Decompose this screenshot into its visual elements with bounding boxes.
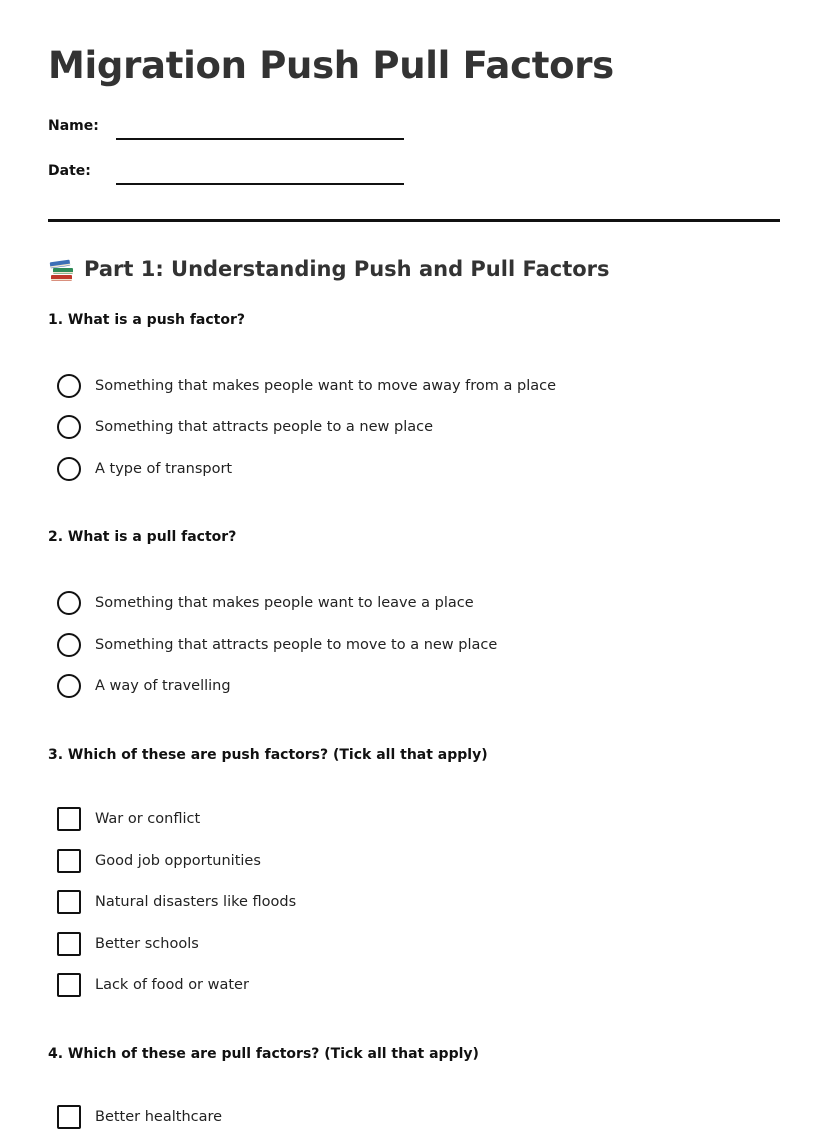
option-label: Better healthcare [95,1109,223,1125]
option-label: War or conflict [95,811,201,827]
option-label: Something that makes people want to move away from a place [95,378,556,394]
question-3: 3. Which of these are push factors? (Tick all that apply) [48,747,488,763]
radio-button[interactable] [57,591,81,615]
q4-option-1[interactable] [57,1104,222,1130]
radio-button[interactable] [57,374,81,398]
q2-option-3[interactable] [57,673,231,699]
option-label: Better schools [95,936,199,952]
option-label: Lack of food or water [95,977,249,993]
q1-option-1[interactable] [57,373,556,399]
radio-button[interactable] [57,633,81,657]
q3-option-2[interactable] [57,848,261,874]
option-label: Natural disasters like floods [95,894,297,910]
checkbox[interactable] [57,849,81,873]
q3-option-5[interactable] [57,972,249,998]
date-label: Date: [48,163,91,179]
q2-option-2[interactable] [57,632,497,658]
option-label: A way of travelling [95,678,231,694]
checkbox[interactable] [57,807,81,831]
checkbox[interactable] [57,973,81,997]
question-4: 4. Which of these are pull factors? (Tick all that apply) [48,1046,479,1062]
option-label: Something that attracts people to move to a new place [95,637,498,653]
books-icon [48,257,76,283]
name-field[interactable] [116,138,404,140]
option-label: Something that makes people want to leave a place [95,595,474,611]
section-title-text: Part 1: Understanding Push and Pull Factors [84,257,610,281]
date-field[interactable] [116,183,404,185]
option-label: Something that attracts people to a new place [95,419,434,435]
option-label: A type of transport [95,461,233,477]
page-title: Migration Push Pull Factors [48,44,614,87]
name-label: Name: [48,118,99,134]
section-title [48,256,610,282]
q3-option-4[interactable] [57,931,199,957]
checkbox[interactable] [57,1105,81,1129]
q3-option-1[interactable] [57,806,200,832]
option-label: Good job opportunities [95,853,261,869]
radio-button[interactable] [57,457,81,481]
q1-option-2[interactable] [57,414,433,440]
radio-button[interactable] [57,674,81,698]
checkbox[interactable] [57,890,81,914]
q2-option-1[interactable] [57,590,474,616]
q1-option-3[interactable] [57,456,232,482]
question-2: 2. What is a pull factor? [48,529,237,545]
header-divider [48,219,780,222]
q3-option-3[interactable] [57,889,296,915]
radio-button[interactable] [57,415,81,439]
checkbox[interactable] [57,932,81,956]
question-1: 1. What is a push factor? [48,312,246,328]
